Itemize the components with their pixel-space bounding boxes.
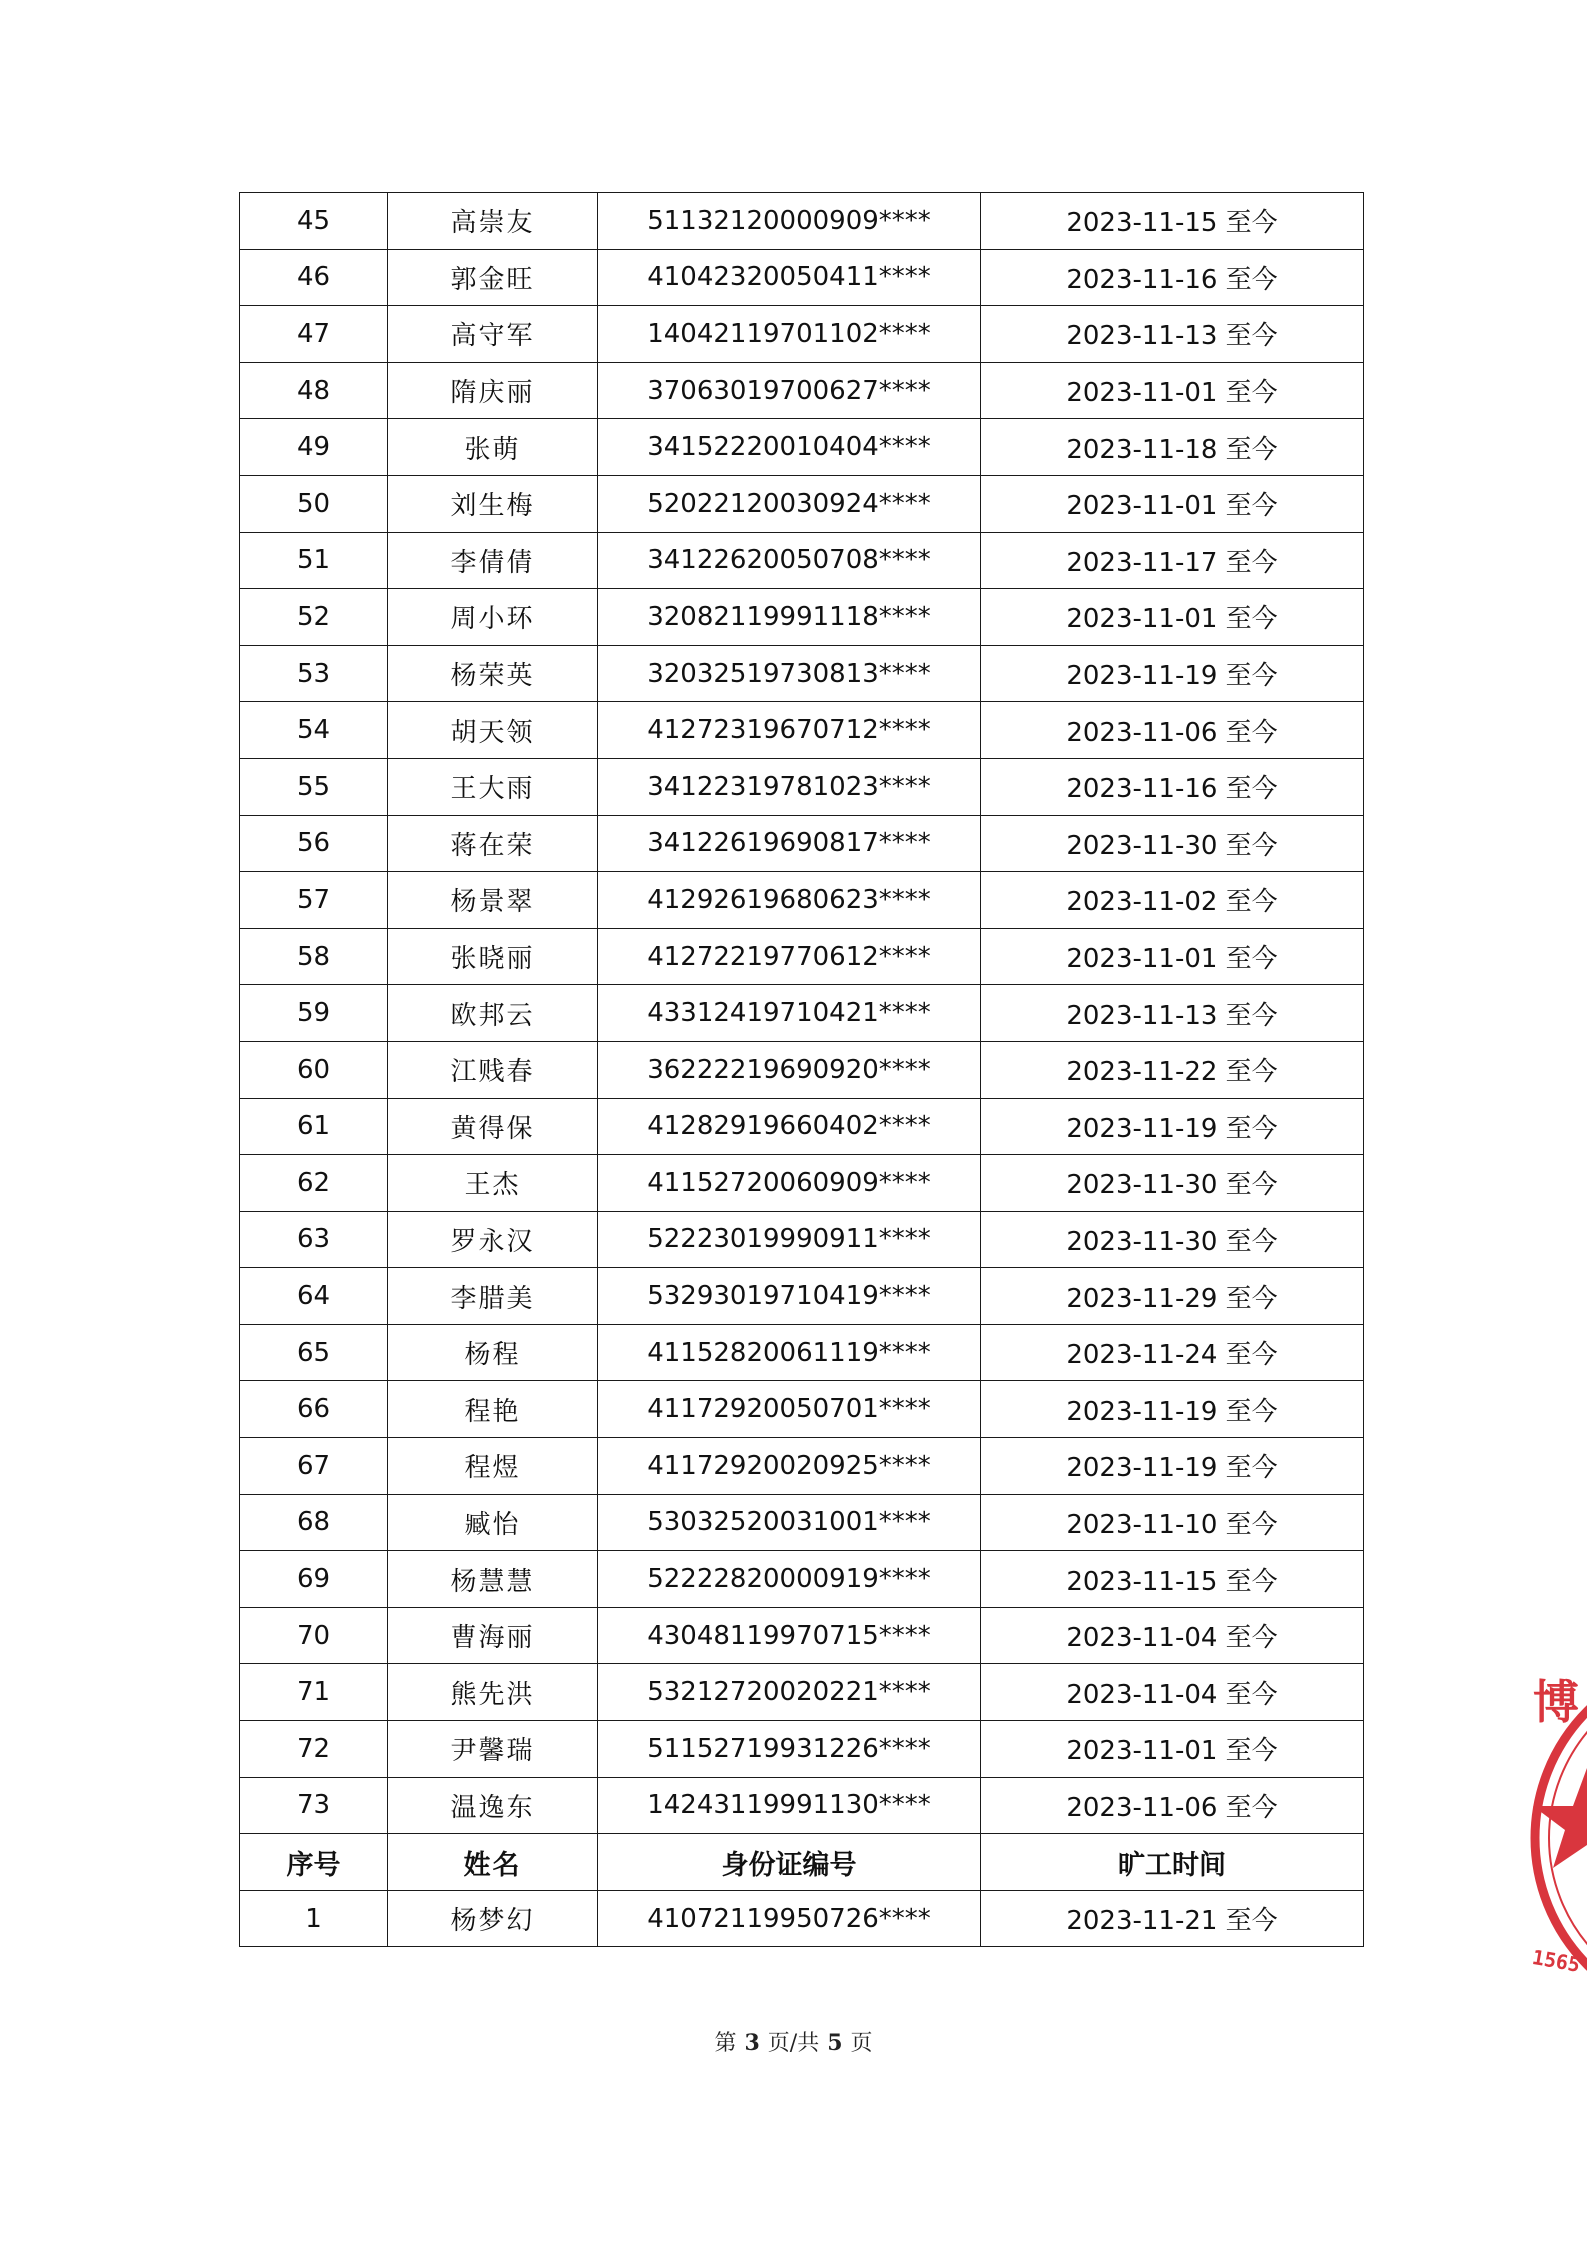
cell-id-number: 34122319781023**** bbox=[598, 758, 981, 815]
cell-id-number: 43048119970715**** bbox=[598, 1607, 981, 1664]
cell-index: 50 bbox=[240, 475, 388, 532]
cell-absence-date: 2023-11-29 至今 bbox=[981, 1268, 1364, 1325]
cell-absence-date: 2023-11-30 至今 bbox=[981, 1211, 1364, 1268]
table-row bbox=[240, 928, 1364, 985]
cell-index: 63 bbox=[240, 1211, 388, 1268]
cell-id-number: 53032520031001**** bbox=[598, 1494, 981, 1551]
table-row bbox=[240, 475, 1364, 532]
cell-id-number: 41042320050411**** bbox=[598, 249, 981, 306]
table-header-group bbox=[240, 1834, 1364, 1891]
cell-id-number: 41072119950726**** bbox=[598, 1890, 981, 1947]
cell-absence-date: 2023-11-01 至今 bbox=[981, 1721, 1364, 1778]
cell-name: 杨景翠 bbox=[388, 872, 598, 929]
cell-index: 46 bbox=[240, 249, 388, 306]
cell-id-number: 34122619690817**** bbox=[598, 815, 981, 872]
cell-index: 66 bbox=[240, 1381, 388, 1438]
cell-absence-date: 2023-11-01 至今 bbox=[981, 928, 1364, 985]
cell-name: 刘生梅 bbox=[388, 475, 598, 532]
cell-index: 71 bbox=[240, 1664, 388, 1721]
cell-absence-date: 2023-11-04 至今 bbox=[981, 1607, 1364, 1664]
table-row bbox=[240, 419, 1364, 476]
cell-index: 51 bbox=[240, 532, 388, 589]
footer-prefix: 第 bbox=[714, 2031, 737, 2056]
table-body-lower bbox=[240, 1890, 1364, 1947]
cell-index: 68 bbox=[240, 1494, 388, 1551]
cell-name: 胡天领 bbox=[388, 702, 598, 759]
cell-index: 1 bbox=[240, 1890, 388, 1947]
cell-name: 郭金旺 bbox=[388, 249, 598, 306]
table-row bbox=[240, 985, 1364, 1042]
table-row bbox=[240, 1268, 1364, 1325]
footer-middle: 页/共 bbox=[767, 2031, 820, 2056]
table-row bbox=[240, 532, 1364, 589]
cell-id-number: 32082119991118**** bbox=[598, 589, 981, 646]
cell-name: 王杰 bbox=[388, 1155, 598, 1212]
cell-id-number: 34122620050708**** bbox=[598, 532, 981, 589]
cell-id-number: 41152720060909**** bbox=[598, 1155, 981, 1212]
cell-name: 程煜 bbox=[388, 1438, 598, 1495]
cell-index: 72 bbox=[240, 1721, 388, 1778]
footer-page-number: 3 bbox=[744, 2030, 760, 2056]
cell-absence-date: 2023-11-16 至今 bbox=[981, 249, 1364, 306]
cell-name: 周小环 bbox=[388, 589, 598, 646]
cell-name: 杨慧慧 bbox=[388, 1551, 598, 1608]
cell-index: 55 bbox=[240, 758, 388, 815]
cell-absence-date: 2023-11-19 至今 bbox=[981, 1098, 1364, 1155]
cell-index: 62 bbox=[240, 1155, 388, 1212]
table-header-row bbox=[240, 1834, 1364, 1891]
seal-code-digits: 1565 bbox=[1530, 1944, 1582, 1977]
cell-name: 张晓丽 bbox=[388, 928, 598, 985]
cell-id-number: 14042119701102**** bbox=[598, 306, 981, 363]
cell-absence-date: 2023-11-19 至今 bbox=[981, 645, 1364, 702]
cell-index: 47 bbox=[240, 306, 388, 363]
cell-absence-date: 2023-11-15 至今 bbox=[981, 193, 1364, 250]
cell-name: 江贱春 bbox=[388, 1041, 598, 1098]
cell-id-number: 37063019700627**** bbox=[598, 362, 981, 419]
table-body-upper bbox=[240, 193, 1364, 1834]
table-row bbox=[240, 1155, 1364, 1212]
cell-id-number: 51132120000909**** bbox=[598, 193, 981, 250]
cell-id-number: 53212720020221**** bbox=[598, 1664, 981, 1721]
cell-id-number: 41292619680623**** bbox=[598, 872, 981, 929]
cell-absence-date: 2023-11-19 至今 bbox=[981, 1381, 1364, 1438]
cell-index: 61 bbox=[240, 1098, 388, 1155]
cell-name: 罗永汉 bbox=[388, 1211, 598, 1268]
table-row bbox=[240, 1041, 1364, 1098]
cell-name: 高崇友 bbox=[388, 193, 598, 250]
cell-id-number: 52223019990911**** bbox=[598, 1211, 981, 1268]
cell-absence-date: 2023-11-21 至今 bbox=[981, 1890, 1364, 1947]
cell-index: 58 bbox=[240, 928, 388, 985]
cell-id-number: 41172920050701**** bbox=[598, 1381, 981, 1438]
table-row bbox=[240, 1664, 1364, 1721]
cell-name: 李腊美 bbox=[388, 1268, 598, 1325]
cell-absence-date: 2023-11-01 至今 bbox=[981, 589, 1364, 646]
cell-index: 67 bbox=[240, 1438, 388, 1495]
cell-absence-date: 2023-11-06 至今 bbox=[981, 702, 1364, 759]
cell-id-number: 41152820061119**** bbox=[598, 1324, 981, 1381]
table-row bbox=[240, 1324, 1364, 1381]
cell-name: 高守军 bbox=[388, 306, 598, 363]
table-row bbox=[240, 1494, 1364, 1551]
cell-index: 59 bbox=[240, 985, 388, 1042]
cell-id-number: 36222219690920**** bbox=[598, 1041, 981, 1098]
cell-absence-date: 2023-11-19 至今 bbox=[981, 1438, 1364, 1495]
cell-name: 黄得保 bbox=[388, 1098, 598, 1155]
table-row bbox=[240, 1721, 1364, 1778]
cell-name: 蒋在荣 bbox=[388, 815, 598, 872]
cell-index: 54 bbox=[240, 702, 388, 759]
table-row bbox=[240, 1098, 1364, 1155]
table-row bbox=[240, 758, 1364, 815]
table-row bbox=[240, 362, 1364, 419]
cell-id-number: 41282919660402**** bbox=[598, 1098, 981, 1155]
footer-suffix: 页 bbox=[850, 2031, 873, 2056]
cell-name: 曹海丽 bbox=[388, 1607, 598, 1664]
header-index: 序号 bbox=[240, 1834, 388, 1891]
cell-absence-date: 2023-11-04 至今 bbox=[981, 1664, 1364, 1721]
cell-absence-date: 2023-11-18 至今 bbox=[981, 419, 1364, 476]
cell-absence-date: 2023-11-01 至今 bbox=[981, 362, 1364, 419]
cell-index: 60 bbox=[240, 1041, 388, 1098]
table-row bbox=[240, 589, 1364, 646]
cell-id-number: 41272319670712**** bbox=[598, 702, 981, 759]
cell-id-number: 14243119991130**** bbox=[598, 1777, 981, 1834]
cell-index: 69 bbox=[240, 1551, 388, 1608]
cell-index: 70 bbox=[240, 1607, 388, 1664]
cell-absence-date: 2023-11-17 至今 bbox=[981, 532, 1364, 589]
table-row bbox=[240, 1777, 1364, 1834]
footer-total-pages: 5 bbox=[827, 2030, 843, 2056]
cell-name: 张萌 bbox=[388, 419, 598, 476]
cell-index: 64 bbox=[240, 1268, 388, 1325]
cell-absence-date: 2023-11-13 至今 bbox=[981, 306, 1364, 363]
header-id-number: 身份证编号 bbox=[598, 1834, 981, 1891]
cell-absence-date: 2023-11-30 至今 bbox=[981, 1155, 1364, 1212]
cell-name: 杨荣英 bbox=[388, 645, 598, 702]
table-row bbox=[240, 1890, 1364, 1947]
table-row bbox=[240, 645, 1364, 702]
cell-index: 52 bbox=[240, 589, 388, 646]
cell-name: 杨程 bbox=[388, 1324, 598, 1381]
cell-id-number: 53293019710419**** bbox=[598, 1268, 981, 1325]
cell-absence-date: 2023-11-02 至今 bbox=[981, 872, 1364, 929]
seal-company-char: 博 bbox=[1533, 1675, 1579, 1729]
cell-name: 王大雨 bbox=[388, 758, 598, 815]
page-footer bbox=[0, 2026, 1587, 2057]
cell-name: 程艳 bbox=[388, 1381, 598, 1438]
cell-index: 73 bbox=[240, 1777, 388, 1834]
cell-absence-date: 2023-11-22 至今 bbox=[981, 1041, 1364, 1098]
cell-id-number: 41272219770612**** bbox=[598, 928, 981, 985]
table-row bbox=[240, 249, 1364, 306]
table-row bbox=[240, 1607, 1364, 1664]
cell-name: 隋庆丽 bbox=[388, 362, 598, 419]
table-row bbox=[240, 1551, 1364, 1608]
cell-absence-date: 2023-11-15 至今 bbox=[981, 1551, 1364, 1608]
table-row bbox=[240, 1381, 1364, 1438]
cell-id-number: 52022120030924**** bbox=[598, 475, 981, 532]
header-name: 姓名 bbox=[388, 1834, 598, 1891]
cell-index: 48 bbox=[240, 362, 388, 419]
cell-absence-date: 2023-11-10 至今 bbox=[981, 1494, 1364, 1551]
company-seal bbox=[1525, 1648, 1587, 2028]
cell-index: 65 bbox=[240, 1324, 388, 1381]
cell-index: 53 bbox=[240, 645, 388, 702]
cell-absence-date: 2023-11-30 至今 bbox=[981, 815, 1364, 872]
table-row bbox=[240, 702, 1364, 759]
cell-absence-date: 2023-11-01 至今 bbox=[981, 475, 1364, 532]
table-row bbox=[240, 1438, 1364, 1495]
cell-absence-date: 2023-11-24 至今 bbox=[981, 1324, 1364, 1381]
cell-id-number: 41172920020925**** bbox=[598, 1438, 981, 1495]
cell-name: 温逸东 bbox=[388, 1777, 598, 1834]
cell-index: 56 bbox=[240, 815, 388, 872]
cell-name: 李倩倩 bbox=[388, 532, 598, 589]
cell-absence-date: 2023-11-13 至今 bbox=[981, 985, 1364, 1042]
cell-id-number: 51152719931226**** bbox=[598, 1721, 981, 1778]
header-absence-date: 旷工时间 bbox=[981, 1834, 1364, 1891]
cell-id-number: 52222820000919**** bbox=[598, 1551, 981, 1608]
cell-id-number: 32032519730813**** bbox=[598, 645, 981, 702]
table-row bbox=[240, 193, 1364, 250]
table-row bbox=[240, 306, 1364, 363]
absence-table bbox=[239, 192, 1364, 1947]
cell-id-number: 34152220010404**** bbox=[598, 419, 981, 476]
cell-name: 欧邦云 bbox=[388, 985, 598, 1042]
table-row bbox=[240, 872, 1364, 929]
cell-name: 熊先洪 bbox=[388, 1664, 598, 1721]
cell-name: 臧怡 bbox=[388, 1494, 598, 1551]
table-row bbox=[240, 815, 1364, 872]
cell-absence-date: 2023-11-06 至今 bbox=[981, 1777, 1364, 1834]
cell-index: 49 bbox=[240, 419, 388, 476]
table-row bbox=[240, 1211, 1364, 1268]
cell-name: 尹馨瑞 bbox=[388, 1721, 598, 1778]
cell-absence-date: 2023-11-16 至今 bbox=[981, 758, 1364, 815]
cell-index: 45 bbox=[240, 193, 388, 250]
cell-name: 杨梦幻 bbox=[388, 1890, 598, 1947]
cell-index: 57 bbox=[240, 872, 388, 929]
cell-id-number: 43312419710421**** bbox=[598, 985, 981, 1042]
